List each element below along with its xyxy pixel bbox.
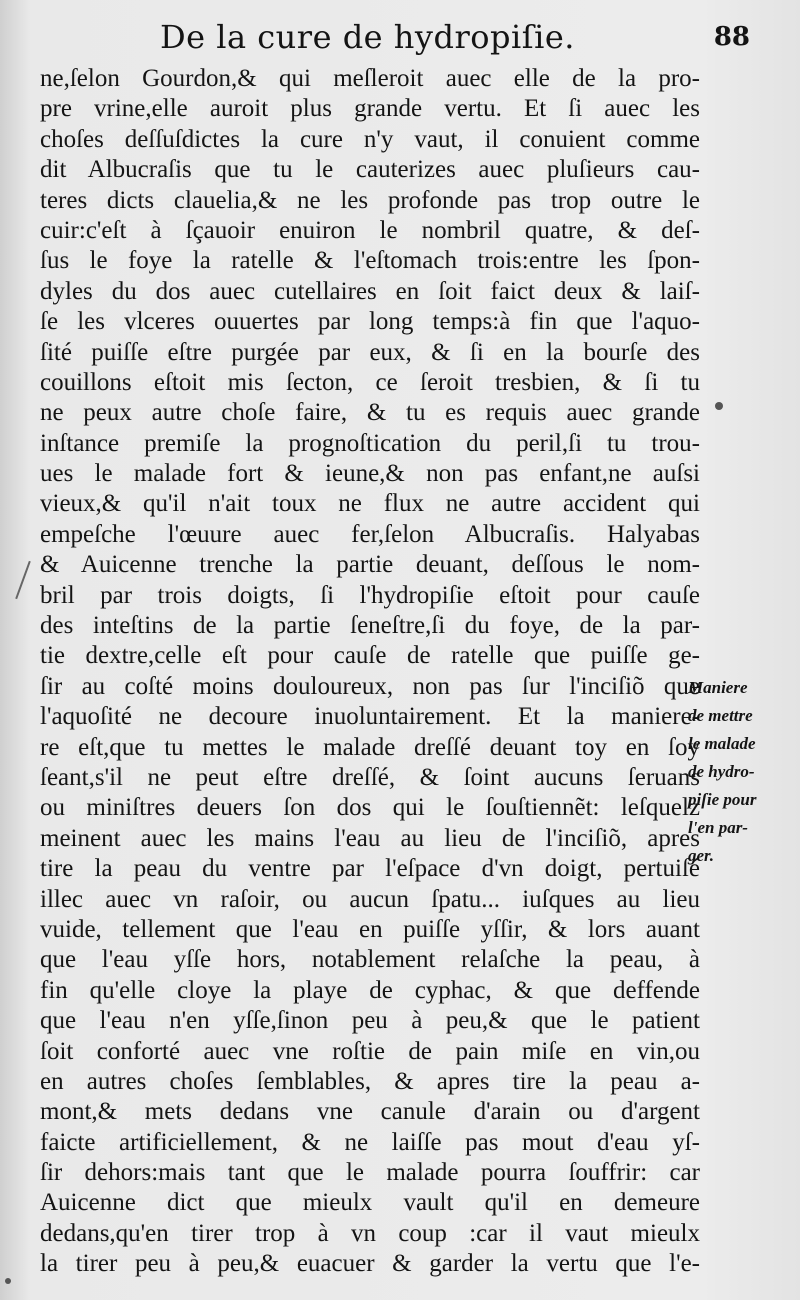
text-line: dyles du dos auec cutellaires en ſoit faict deux & laiſ- <box>40 277 700 305</box>
text-line: que l'eau n'en yſſe,ſinon peu à peu,& que le patient <box>40 1007 700 1035</box>
text-line: empeſche l'œuure auec fer,ſelon Albucraſis. Halyabas <box>40 520 700 548</box>
body-text <box>40 64 700 1280</box>
text-line: ne peux autre choſe faire, & tu es requis auec grande <box>40 399 700 427</box>
text-line: re eſt,que tu mettes le malade dreſſé deuant toy en ſoy <box>40 733 700 761</box>
text-line: inſtance premiſe la prognoſtication du peril,ſi tu trou- <box>40 429 700 457</box>
text-line: pre vrine,elle auroit plus grande vertu. Et ſi auec les <box>40 95 700 123</box>
text-line: ſeant,s'il ne peut eſtre dreſſé, & ſoint aucuns ſeruans <box>40 763 700 791</box>
margin-note-line: de mettre <box>688 706 753 725</box>
text-line: que l'eau yſſe hors, notablement relaſche la peau, à <box>40 946 700 974</box>
margin-note-line: l'en par- <box>688 818 748 837</box>
margin-note-line: de hydro- <box>688 762 755 781</box>
text-line: & Auicenne trenche la partie deuant, deſſous le nom- <box>40 551 700 579</box>
text-line: en autres choſes ſemblables, & apres tire la peau a- <box>40 1067 700 1095</box>
text-line: ues le malade fort & ieune,& non pas enfant,ne auſsi <box>40 460 700 488</box>
margin-note <box>688 674 800 870</box>
text-line: vieux,& qu'il n'ait toux ne flux ne autre accident qui <box>40 490 700 518</box>
text-line: la tirer peu à peu,& euacuer & garder la vertu que l'e- <box>40 1250 700 1278</box>
text-line: l'aquoſité ne decoure inuoluntairement. Et la maniere- <box>40 703 700 731</box>
page-number: 88 <box>713 22 750 52</box>
text-line: vuide, tellement que l'eau en puiſſe yſſir, & lors auant <box>40 915 700 943</box>
text-line: ſir au coſté moins douloureux, non pas ſur l'inciſiõ que <box>40 672 700 700</box>
scan-speck <box>715 402 723 410</box>
text-line: meinent auec les mains l'eau au lieu de l'inciſiõ, apres <box>40 824 700 852</box>
text-line: illec auec vn raſoir, ou aucun ſpatu... iuſques au lieu <box>40 885 700 913</box>
text-line: des inteſtins de la partie ſeneſtre,ſi du foye, de la par- <box>40 612 700 640</box>
text-line: ſir dehors:mais tant que le malade pourra ſouffrir: car <box>40 1159 700 1187</box>
text-line: dedans,qu'en tirer trop à vn coup :car il vaut mieulx <box>40 1219 700 1247</box>
margin-note-line: Maniere <box>688 678 748 697</box>
text-line: cuir:c'eſt à ſçauoir enuiron le nombril quatre, & deſ- <box>40 216 700 244</box>
text-line: tie dextre,celle eſt pour cauſe de ratelle que puiſſe ge- <box>40 642 700 670</box>
text-line: ou miniſtres deuers ſon dos qui le ſouſtiennẽt: leſquelz <box>40 794 700 822</box>
text-line: fin qu'elle cloye la playe de cyphac, & que deffende <box>40 976 700 1004</box>
text-line: faicte artificiellement, & ne laiſſe pas mout d'eau yſ- <box>40 1128 700 1156</box>
text-line: dit Albucraſis que tu le cauterizes auec pluſieurs cau- <box>40 156 700 184</box>
text-line: couillons eſtoit mis ſecton, ce ſeroit tresbien, & ſi tu <box>40 368 700 396</box>
text-line: ſoit conforté auec vne roſtie de pain miſe en vin,ou <box>40 1037 700 1065</box>
running-head-title: De la cure de hydropiſie. <box>160 18 575 56</box>
text-line: ſité puiſſe eſtre purgée par eux, & ſi en la bourſe des <box>40 338 700 366</box>
text-line: Auicenne dict que mieulx vault qu'il en demeure <box>40 1189 700 1217</box>
text-line: teres dicts clauelia,& ne les profonde pas trop outre le <box>40 186 700 214</box>
margin-note-line: piſie pour <box>688 790 757 809</box>
text-line: ſus le foye la ratelle & l'eſtomach trois:entre les ſpon- <box>40 247 700 275</box>
text-line: mont,& mets dedans vne canule d'arain ou d'argent <box>40 1098 700 1126</box>
margin-note-line: le malade <box>688 734 756 753</box>
gutter-mark <box>15 561 31 599</box>
text-line: ne,ſelon Gourdon,& qui meſleroit auec elle de la pro- <box>40 65 700 92</box>
running-head <box>40 18 760 62</box>
text-line: bril par trois doigts, ſi l'hydropiſie eſtoit pour cauſe <box>40 581 700 609</box>
margin-note-line: ger. <box>688 846 714 865</box>
text-line: ſe les vlceres ouuertes par long temps:à fin que l'aquo- <box>40 308 700 336</box>
text-line: choſes deſſuſdictes la cure n'y vaut, il conuient comme <box>40 125 700 153</box>
scan-speck <box>5 1278 11 1284</box>
text-line: tire la peau du ventre par l'eſpace d'vn doigt, pertuiſé <box>40 855 700 883</box>
